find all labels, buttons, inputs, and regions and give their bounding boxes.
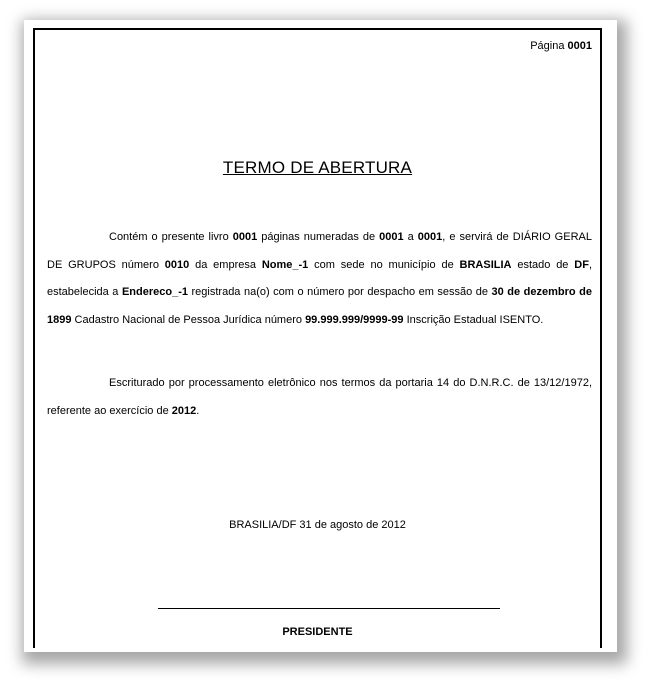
para1-bold-10: 99.999.999/9999-99 <box>305 313 404 326</box>
page-number-label: Página <box>530 40 565 52</box>
para1-bold-4: 0010 <box>164 258 190 271</box>
para1-bold-6: BRASILIA <box>459 258 512 271</box>
place-and-date: BRASILIA/DF 31 de agosto de 2012 <box>229 519 406 531</box>
para2-bold-1: 2012 <box>171 404 197 417</box>
para1-bold-5: Nome_-1 <box>261 258 309 271</box>
para1-text-2: páginas numeradas de <box>257 231 380 243</box>
bookkeeping-paragraph <box>47 370 592 425</box>
opening-paragraph <box>47 224 592 334</box>
para1-text-7: estado de <box>511 258 575 271</box>
para1-bold-9: 30 de dezembro de 1899 <box>47 286 592 326</box>
para1-text-3: a <box>403 231 418 243</box>
signature-line <box>158 608 500 609</box>
para1-bold-3: 0001 <box>417 231 443 243</box>
page-number-value: 0001 <box>567 40 592 52</box>
para1-bold-2: 0001 <box>379 231 404 243</box>
para1-text-1: Contém o presente livro <box>109 231 233 243</box>
para1-text-10: Cadastro Nacional de Pessoa Jurídica número <box>71 313 306 326</box>
para1-text-6: com sede no município de <box>308 258 460 271</box>
document-title: TERMO DE ABERTURA <box>222 158 413 177</box>
para1-text-8: , estabelecida a <box>47 258 593 298</box>
para1-bold-7: DF <box>574 258 589 271</box>
para1-text-4: , e servirá de DIÁRIO GERAL DE GRUPOS número <box>47 231 592 271</box>
para1-text-9: registrada na(o) com o número por despacho em sessão de <box>187 286 492 298</box>
para1-bold-8: Endereco_-1 <box>121 286 188 298</box>
document-page <box>33 28 602 648</box>
para2-text-1: Escriturado por processamento eletrônico nos termos da portaria 14 do D.N.R.C. de 13/12/1972, referente ao exercício de <box>47 377 592 417</box>
para1-text-11: Inscrição Estadual ISENTO. <box>403 313 544 326</box>
page-number <box>530 40 592 52</box>
para1-text-5: da empresa <box>189 258 262 271</box>
para1-bold-1: 0001 <box>232 231 258 243</box>
signature-label: PRESIDENTE <box>282 626 353 638</box>
para2-text-2: . <box>196 404 200 417</box>
